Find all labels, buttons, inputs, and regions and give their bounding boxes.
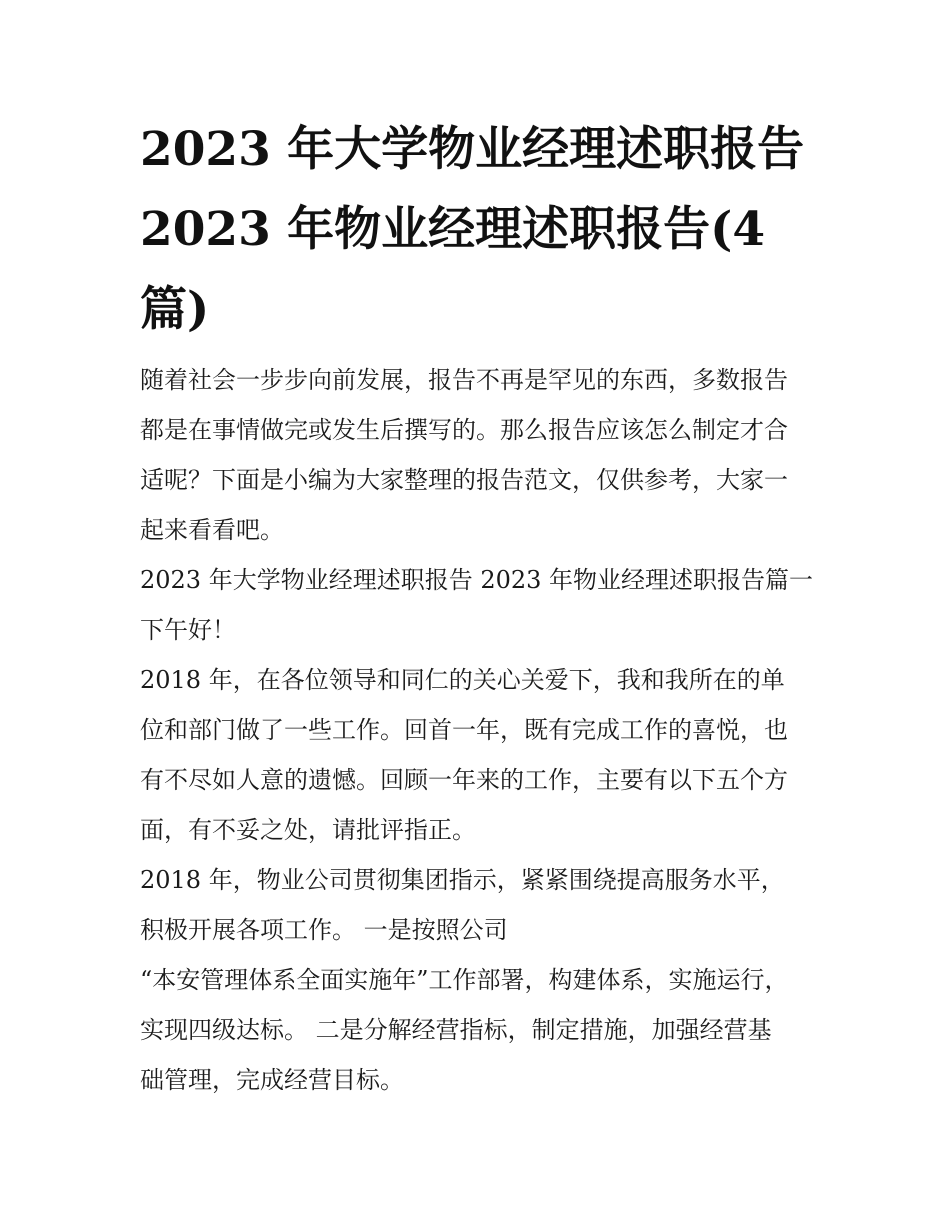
text-line: 下午好！ (140, 616, 236, 644)
text-line: 础管理，完成经营目标。 (140, 1066, 404, 1094)
text-line: 适呢？下面是小编为大家整理的报告范文，仅供参考，大家一 (140, 466, 788, 494)
body-paragraph (140, 655, 820, 855)
text-line: 面，有不妥之处，请批评指正。 (140, 816, 476, 844)
greeting-paragraph (140, 605, 820, 655)
document-body (140, 355, 820, 1105)
title-line: 篇) (140, 282, 210, 337)
text-line: 起来看看吧。 (140, 516, 284, 544)
title-line: 2023 年大学物业经理述职报告 (140, 122, 805, 177)
text-line: 积极开展各项工作。 一是按照公司 (140, 916, 508, 944)
text-line: 2018 年，物业公司贯彻集团指示，紧紧围绕提高服务水平， (140, 866, 785, 894)
text-line: 位和部门做了一些工作。回首一年，既有完成工作的喜悦，也 (140, 716, 788, 744)
text-line: 2018 年，在各位领导和同仁的关心关爱下，我和我所在的单 (140, 666, 785, 694)
text-line: 有不尽如人意的遗憾。回顾一年来的工作，主要有以下五个方 (140, 766, 788, 794)
text-line: 2023 年大学物业经理述职报告 2023 年物业经理述职报告篇一 (140, 566, 814, 594)
text-line: 实现四级达标。 二是分解经营指标，制定措施，加强经营基 (140, 1016, 772, 1044)
body-paragraph (140, 955, 820, 1105)
document-title (140, 110, 820, 350)
text-line: 随着社会一步步向前发展，报告不再是罕见的东西，多数报告 (140, 366, 788, 394)
section-heading (140, 555, 820, 605)
intro-paragraph (140, 355, 820, 555)
text-line: 都是在事情做完或发生后撰写的。那么报告应该怎么制定才合 (140, 416, 788, 444)
title-line: 2023 年物业经理述职报告(4 (140, 202, 766, 257)
text-line: “本安管理体系全面实施年”工作部署，构建体系，实施运行， (140, 966, 789, 994)
body-paragraph (140, 855, 820, 955)
